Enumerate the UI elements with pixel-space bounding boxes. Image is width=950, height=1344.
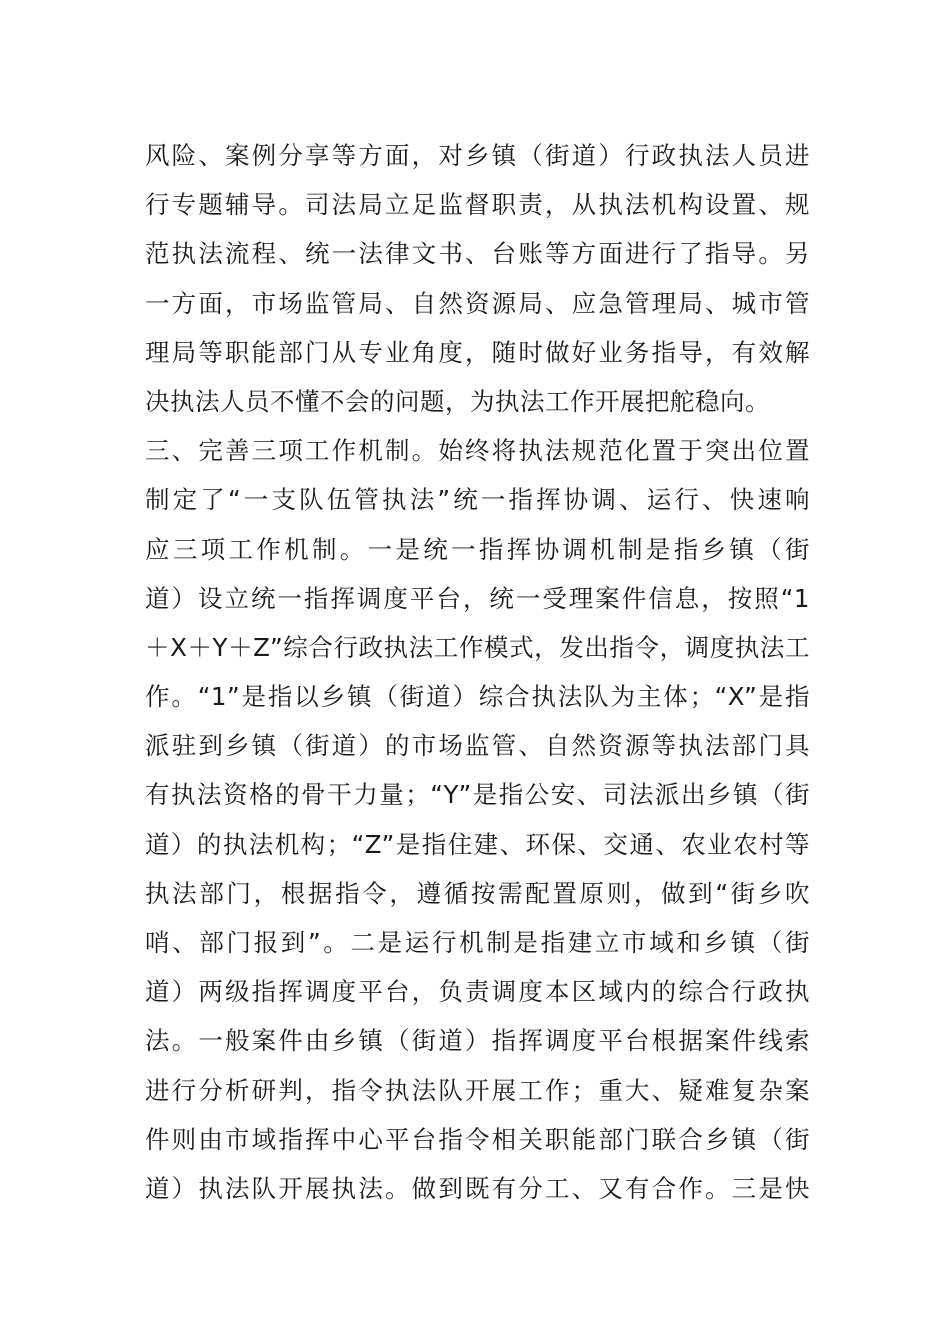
text-line-9: 应三项工作机制。一是统一指挥协调机制是指乡镇（街: [145, 534, 810, 564]
text-line-5: 理局等职能部门从专业角度，随时做好业务指导，有效解: [145, 337, 810, 367]
text-line-16: 执法部门，根据指令，遵循按需配置原则，做到“街乡吹: [145, 878, 810, 908]
body-text: [145, 131, 810, 1213]
text-line-21: 件则由市域指挥中心平台指令相关职能部门联合乡镇（街: [145, 1124, 810, 1154]
text-line-14: 有执法资格的骨干力量；“Y”是指公安、司法派出乡镇（街: [145, 780, 810, 810]
text-line-12: 作。“1”是指以乡镇（街道）综合执法队为主体；“X”是指: [145, 682, 810, 712]
text-line-10: 道）设立统一指挥调度平台，统一受理案件信息，按照“1: [145, 583, 810, 613]
text-line-22: 道）执法队开展执法。做到既有分工、又有合作。三是快: [145, 1173, 810, 1203]
text-line-2: 行专题辅导。司法局立足监督职责，从执法机构设置、规: [145, 190, 810, 220]
section-heading-line: 三、完善三项工作机制。始终将执法规范化置于突出位置: [145, 436, 810, 466]
text-line-17: 哨、部门报到”。二是运行机制是指建立市域和乡镇（街: [145, 928, 810, 957]
text-line-3: 范执法流程、统一法律文书、台账等方面进行了指导。另: [145, 239, 810, 269]
text-line-13: 派驻到乡镇（街道）的市场监管、自然资源等执法部门具: [145, 731, 810, 761]
text-line-8: 制定了“一支队伍管执法”统一指挥协调、运行、快速响: [145, 485, 810, 515]
text-line-11: ＋X＋Y＋Z”综合行政执法工作模式，发出指令，调度执法工: [145, 632, 810, 662]
text-line-1: 风险、案例分享等方面，对乡镇（街道）行政执法人员进: [145, 141, 810, 170]
text-line-6: 决执法人员不懂不会的问题，为执法工作开展把舵稳向。: [145, 386, 770, 416]
text-line-4: 一方面，市场监管局、自然资源局、应急管理局、城市管: [145, 288, 810, 318]
text-line-15: 道）的执法机构；“Z”是指住建、环保、交通、农业农村等: [145, 829, 810, 859]
text-line-19: 法。一般案件由乡镇（街道）指挥调度平台根据案件线索: [145, 1026, 810, 1056]
text-line-18: 道）两级指挥调度平台，负责调度本区域内的综合行政执: [145, 977, 810, 1007]
text-line-20: 进行分析研判，指令执法队开展工作；重大、疑难复杂案: [145, 1075, 810, 1105]
